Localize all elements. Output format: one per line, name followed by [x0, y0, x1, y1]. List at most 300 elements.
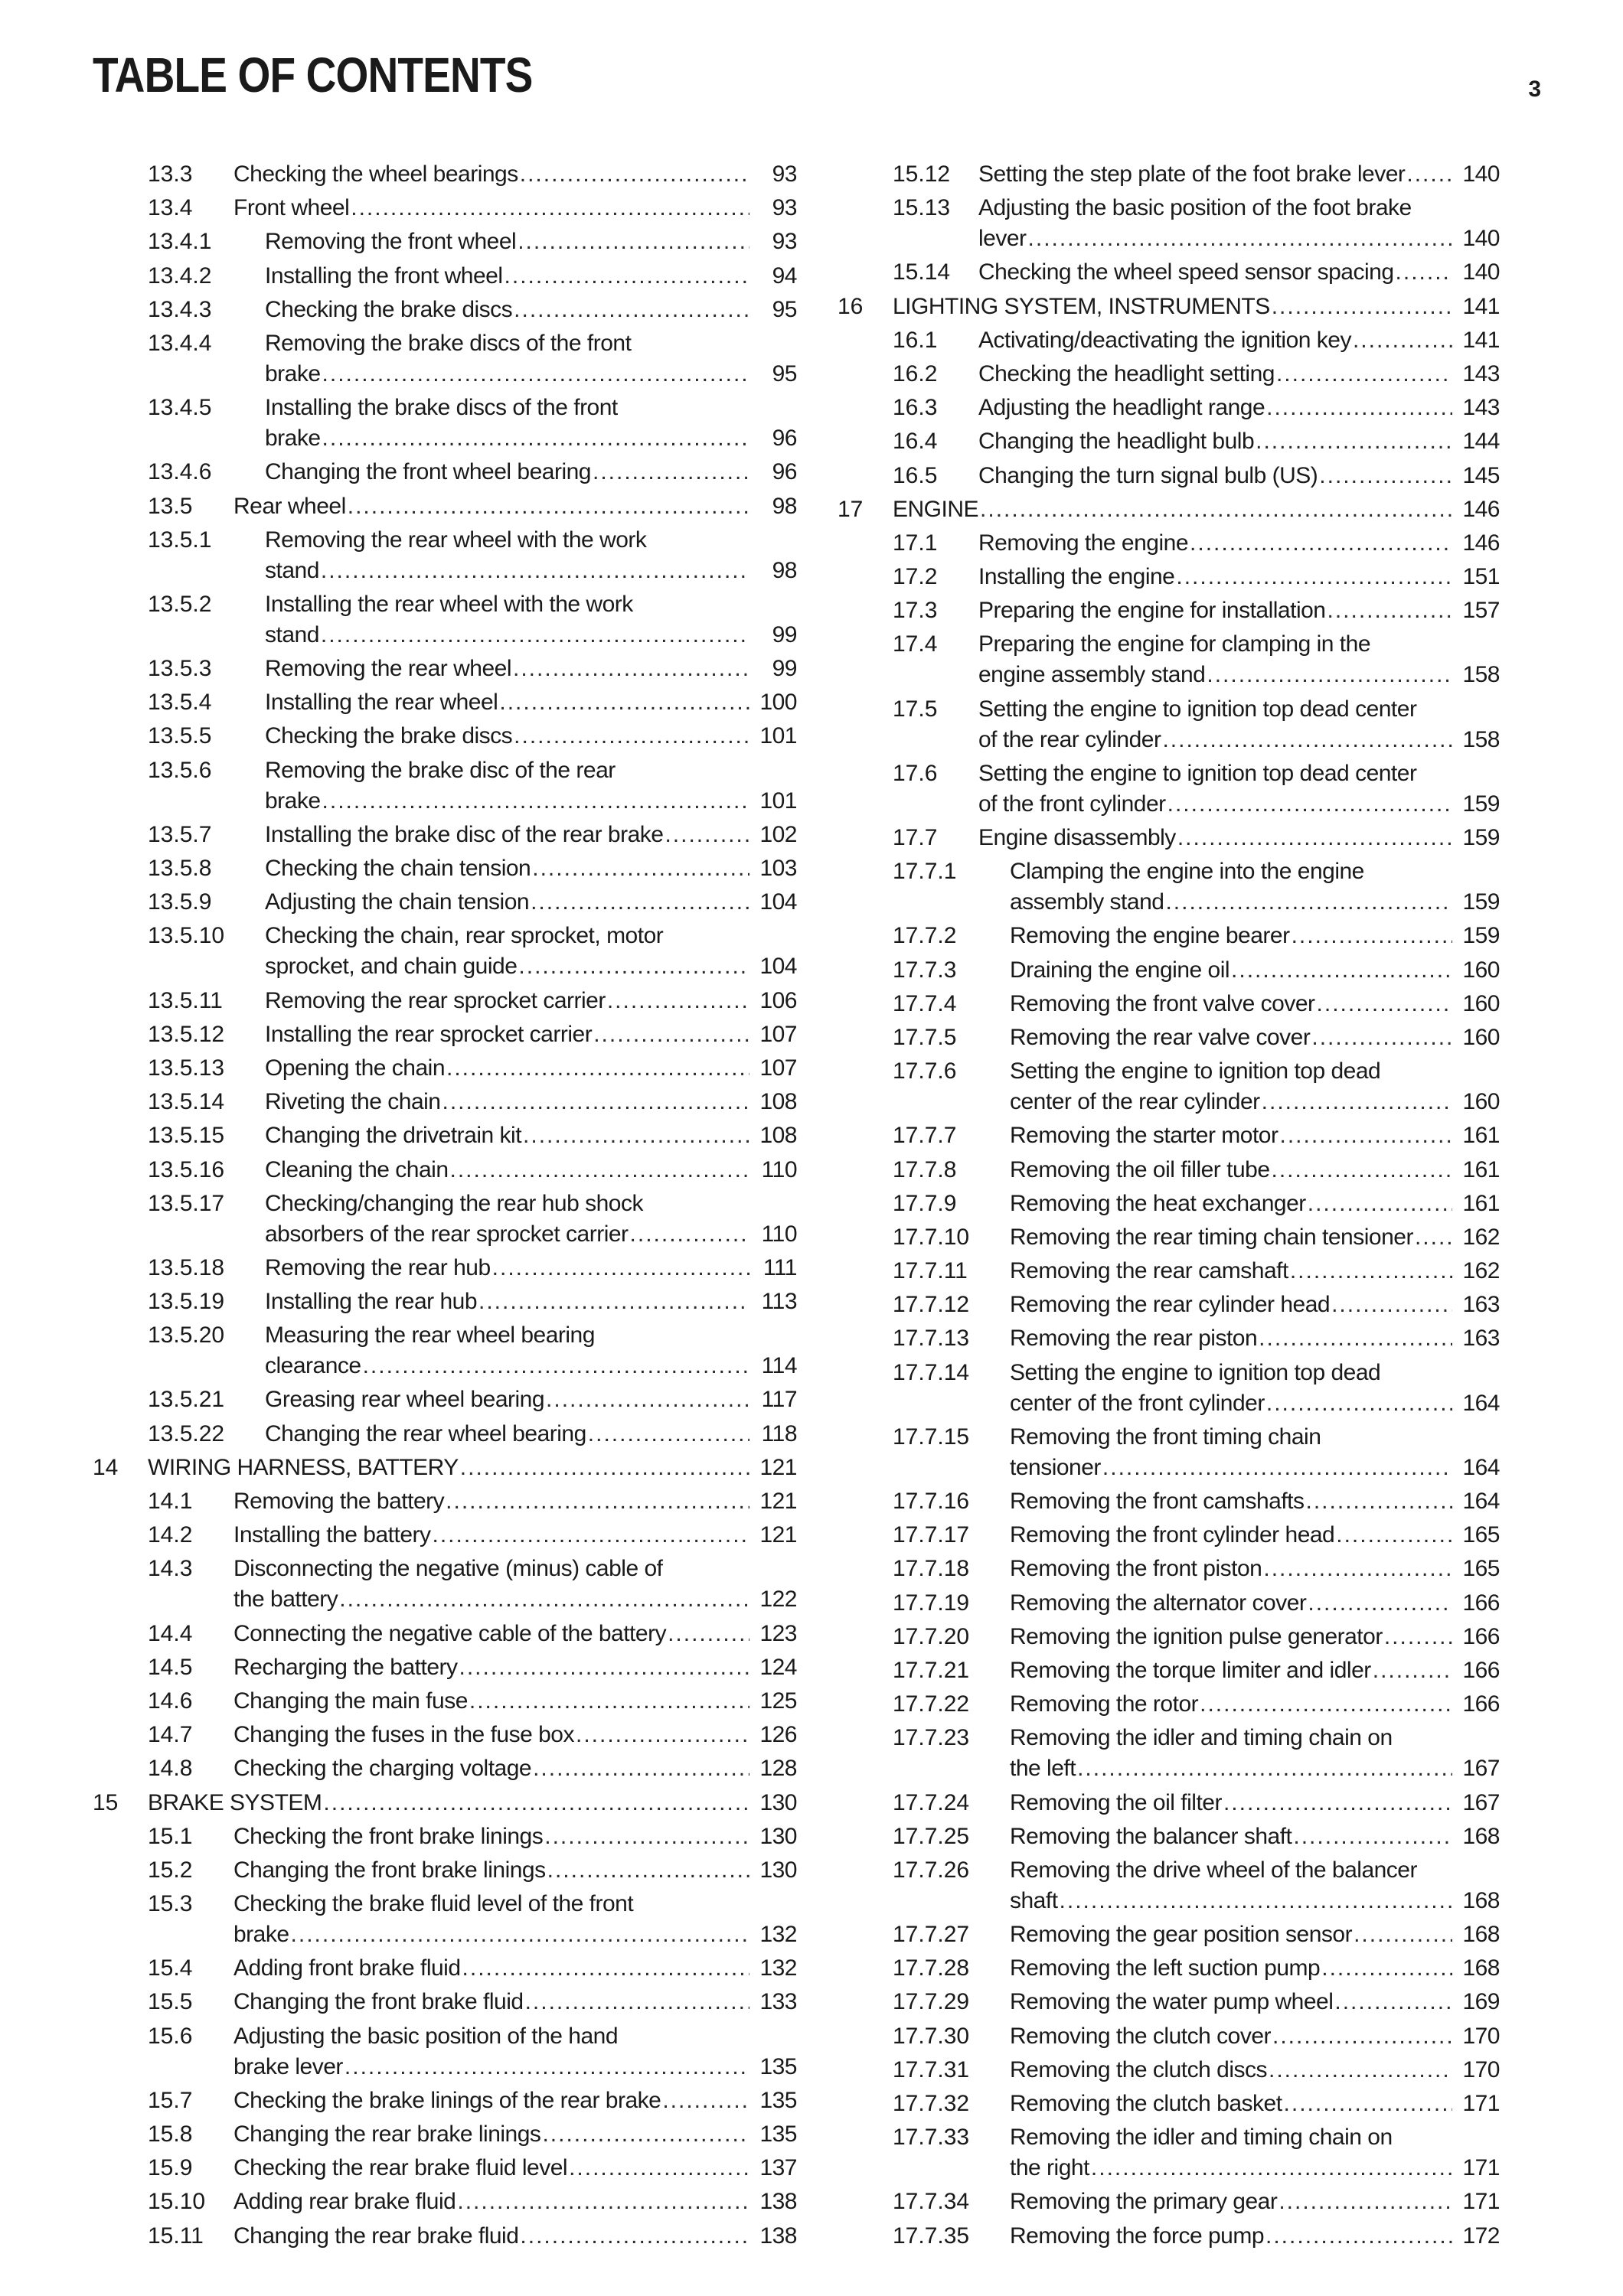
entry-title [1010, 1987, 1500, 2017]
entry-title [1010, 1486, 1500, 1517]
page-reference: 135 [759, 2053, 797, 2079]
entry-title-line: Removing the ignition pulse generator [1010, 1623, 1383, 1649]
dot-leader [533, 1753, 749, 1784]
toc-entry[interactable] [838, 1919, 1500, 1950]
page-reference: 143 [1462, 360, 1500, 386]
toc-entry[interactable] [93, 2221, 797, 2252]
dot-leader [1265, 2221, 1452, 2252]
dot-leader [1290, 1256, 1452, 1287]
entry-title-line: Removing the balancer shaft [1010, 1823, 1292, 1849]
toc-entry[interactable] [93, 2086, 797, 2116]
entry-title [978, 528, 1500, 559]
page-reference: 104 [759, 954, 797, 980]
section-number: 15.10 [148, 2189, 206, 2215]
dot-leader [1263, 1554, 1452, 1584]
toc-entry[interactable] [93, 295, 797, 325]
toc-entry[interactable] [838, 528, 1500, 559]
entry-title [265, 295, 797, 325]
entry-title [265, 687, 797, 718]
page-reference: 168 [1462, 1955, 1500, 1981]
section-number: 17.7.22 [893, 1691, 970, 1717]
entry-title-line: Setting the engine to ignition top dead [1010, 1359, 1381, 1385]
entry-title [1010, 955, 1500, 986]
toc-entry[interactable] [93, 1987, 797, 2017]
section-number: 17.7.4 [893, 990, 957, 1016]
entry-title [1010, 1422, 1500, 1483]
entry-title-line: brake [265, 788, 321, 814]
entry-title-line: Removing the clutch basket [1010, 2091, 1282, 2116]
entry-title [1010, 1919, 1500, 1950]
dot-leader [1176, 562, 1452, 592]
entry-title-line: brake lever [233, 2053, 343, 2079]
toc-entry[interactable] [93, 159, 797, 190]
entry-title-line: center of the rear cylinder [1010, 1089, 1260, 1115]
page-reference: 140 [1462, 161, 1500, 187]
page-reference: 99 [772, 656, 797, 682]
page-reference: 151 [1462, 564, 1500, 590]
toc-entry[interactable] [93, 193, 797, 223]
entry-title [265, 1120, 797, 1151]
toc-entry[interactable] [93, 2021, 797, 2082]
entry-title-line: of the front cylinder [978, 791, 1166, 817]
toc-entry[interactable] [838, 461, 1500, 491]
toc-entry[interactable] [838, 292, 1500, 322]
toc-entry[interactable] [93, 1855, 797, 1886]
page-reference: 141 [1462, 327, 1500, 353]
dot-leader [1269, 2055, 1452, 2086]
section-number: 13.5.21 [148, 1387, 225, 1413]
toc-entry[interactable] [93, 2187, 797, 2217]
section-number: 17.7 [893, 825, 938, 850]
toc-entry[interactable] [93, 1155, 797, 1186]
section-number: 17.7.21 [893, 1657, 970, 1683]
entry-title-line: Connecting the negative cable of the battery [233, 1620, 667, 1646]
section-number: 13.4.3 [148, 296, 212, 322]
toc-entry[interactable] [838, 2221, 1500, 2252]
toc-entry[interactable] [838, 257, 1500, 288]
page-reference: 135 [759, 2122, 797, 2147]
section-number: 13.5.8 [148, 856, 212, 881]
toc-entry[interactable] [93, 328, 797, 390]
dot-leader [446, 1053, 749, 1084]
toc-entry[interactable] [838, 1788, 1500, 1818]
entry-title-line: Setting the step plate of the foot brake lever [978, 161, 1406, 187]
page-reference: 163 [1462, 1292, 1500, 1318]
entry-title [265, 1287, 797, 1317]
dot-leader [1331, 1290, 1452, 1320]
entry-title-line: Removing the oil filter [1010, 1789, 1222, 1815]
entry-title [1010, 1788, 1500, 1818]
entry-title-line: Removing the rear valve cover [1010, 1024, 1311, 1050]
toc-entry[interactable] [838, 1323, 1500, 1354]
page-reference: 94 [772, 263, 797, 289]
section-number: 15.12 [893, 161, 951, 187]
entry-title [233, 2187, 797, 2217]
toc-entry[interactable] [93, 1453, 797, 1483]
toc-entry[interactable] [838, 921, 1500, 951]
section-number: 17.7.10 [893, 1224, 970, 1250]
entry-title [978, 823, 1500, 853]
toc-entry[interactable] [838, 159, 1500, 190]
dot-leader [1317, 989, 1452, 1019]
entry-title-line: ENGINE [893, 496, 979, 522]
toc-entry[interactable] [93, 1384, 797, 1415]
dot-leader [547, 1855, 749, 1886]
toc-entry[interactable] [93, 1520, 797, 1551]
toc-entry[interactable] [838, 758, 1500, 820]
entry-title [1010, 856, 1500, 918]
page-reference: 96 [772, 426, 797, 452]
entry-title-line: Changing the front wheel bearing [265, 459, 591, 485]
toc-entry[interactable] [93, 755, 797, 817]
toc-entry[interactable] [93, 1720, 797, 1750]
section-number: 14.7 [148, 1722, 193, 1748]
entry-title-line: WIRING HARNESS, BATTERY [148, 1454, 459, 1480]
page-reference: 96 [772, 459, 797, 485]
entry-title-line: Installing the rear wheel [265, 690, 498, 716]
entry-title [1010, 2122, 1500, 2183]
entry-title-line: Installing the engine [978, 564, 1175, 590]
toc-entry[interactable] [93, 1619, 797, 1649]
toc-entry[interactable] [838, 426, 1500, 457]
dot-leader [513, 654, 749, 684]
dot-leader [457, 2187, 749, 2217]
dot-leader [1353, 325, 1452, 356]
entry-title-line: assembly stand [1010, 889, 1164, 915]
dot-leader [321, 620, 749, 651]
dot-leader [544, 1821, 749, 1852]
toc-entry[interactable] [93, 1320, 797, 1381]
toc-entry[interactable] [838, 1588, 1500, 1619]
toc-entry[interactable] [93, 1753, 797, 1784]
section-number: 17.7.5 [893, 1024, 957, 1050]
toc-entry[interactable] [93, 525, 797, 586]
toc-entry[interactable] [838, 1855, 1500, 1916]
toc-entry[interactable] [93, 1788, 797, 1818]
toc-entry[interactable] [838, 1821, 1500, 1852]
section-number: 17.6 [893, 760, 938, 786]
toc-entry[interactable] [93, 589, 797, 651]
entry-title [1010, 1120, 1500, 1151]
page-reference: 138 [759, 2189, 797, 2215]
page-reference: 169 [1462, 1989, 1500, 2015]
section-number: 17.7.12 [893, 1292, 970, 1318]
entry-title-line: absorbers of the rear sprocket carrier [265, 1221, 629, 1247]
entry-title-line: Rear wheel [233, 493, 346, 519]
section-number: 13.5 [148, 493, 193, 519]
dot-leader [1384, 1622, 1452, 1652]
dot-leader [523, 1120, 749, 1151]
dot-leader [1167, 789, 1452, 820]
toc-entry[interactable] [93, 1087, 797, 1117]
entry-title-line: Removing the rear camshaft [1010, 1258, 1288, 1284]
toc-entry[interactable] [838, 694, 1500, 755]
toc-entry[interactable] [93, 1419, 797, 1450]
dot-leader [459, 1652, 749, 1683]
toc-entry[interactable] [838, 1422, 1500, 1483]
dot-leader [662, 2086, 749, 2116]
entry-title-line: Activating/deactivating the ignition key [978, 327, 1351, 353]
toc-entry[interactable] [93, 1953, 797, 1984]
entry-title-line: Measuring the rear wheel bearing [265, 1322, 595, 1349]
toc-entry[interactable] [93, 261, 797, 292]
section-number: 17.4 [893, 631, 938, 657]
entry-title-line: Changing the fuses in the fuse box [233, 1722, 574, 1748]
entry-title [1010, 2089, 1500, 2119]
entry-title-line: engine assembly stand [978, 662, 1206, 688]
toc-entry[interactable] [93, 1019, 797, 1050]
entry-title [265, 328, 797, 390]
toc-entry[interactable] [838, 1520, 1500, 1551]
toc-entry[interactable] [93, 1486, 797, 1517]
entry-title-line: tensioner [1010, 1454, 1101, 1480]
toc-entry[interactable] [93, 2119, 797, 2150]
dot-leader [607, 986, 749, 1016]
page-reference: 132 [759, 1922, 797, 1948]
toc-entry[interactable] [93, 1189, 797, 1250]
dot-leader [1406, 159, 1452, 190]
dot-leader [1334, 1987, 1452, 2017]
dot-leader [1279, 1120, 1452, 1151]
section-number: 13.3 [148, 161, 193, 187]
section-number: 15.9 [148, 2155, 193, 2181]
entry-title [148, 1453, 797, 1483]
entry-title-line: Removing the heat exchanger [1010, 1190, 1306, 1216]
entry-title-line: Preparing the engine for clamping in the [978, 631, 1371, 657]
entry-title-line: Changing the main fuse [233, 1688, 468, 1714]
entry-title-line: Removing the idler and timing chain on [1010, 1725, 1393, 1751]
dot-leader [492, 1253, 749, 1283]
entry-title [233, 1652, 797, 1683]
toc-entry[interactable] [838, 562, 1500, 592]
toc-entry[interactable] [93, 921, 797, 982]
dot-leader [1256, 426, 1452, 457]
page-reference: 159 [1462, 825, 1500, 850]
toc-entry[interactable] [838, 856, 1500, 918]
entry-title-line: Removing the rear hub [265, 1254, 491, 1280]
toc-entry[interactable] [838, 1056, 1500, 1117]
section-number: 15.1 [148, 1823, 193, 1849]
section-number: 17.7.19 [893, 1590, 970, 1616]
section-number: 13.4.4 [148, 330, 212, 356]
section-number: 13.5.16 [148, 1156, 225, 1182]
section-number: 13.5.9 [148, 889, 212, 915]
page-reference: 166 [1462, 1590, 1500, 1616]
toc-entry[interactable] [838, 1953, 1500, 1984]
toc-entry[interactable] [93, 1652, 797, 1683]
page-reference: 106 [759, 987, 797, 1013]
toc-entry[interactable] [838, 494, 1500, 525]
entry-title [1010, 1189, 1500, 1219]
toc-entry[interactable] [93, 721, 797, 752]
entry-title-line: Checking the wheel bearings [233, 161, 518, 187]
dot-leader [291, 1919, 749, 1950]
toc-entry[interactable] [838, 955, 1500, 986]
page-reference: 99 [772, 621, 797, 647]
section-number: 17.7.27 [893, 1922, 970, 1948]
toc-entry[interactable] [838, 1554, 1500, 1584]
toc-entry[interactable] [93, 491, 797, 522]
section-number: 15.7 [148, 2087, 193, 2113]
section-number: 17.7.33 [893, 2125, 970, 2151]
toc-entry[interactable] [838, 1290, 1500, 1320]
toc-entry[interactable] [93, 654, 797, 684]
toc-entry[interactable] [838, 1987, 1500, 2017]
toc-entry[interactable] [838, 1655, 1500, 1686]
entry-title-line: the left [1010, 1756, 1076, 1782]
entry-title-line: Removing the starter motor [1010, 1123, 1278, 1149]
entry-title-line: Removing the alternator cover [1010, 1590, 1307, 1616]
dot-leader [1091, 2153, 1452, 2183]
toc-entry[interactable] [838, 2187, 1500, 2217]
toc-entry[interactable] [93, 820, 797, 850]
toc-entry[interactable] [838, 325, 1500, 356]
entry-title [233, 2021, 797, 2082]
toc-entry[interactable] [93, 1554, 797, 1615]
toc-entry[interactable] [93, 1686, 797, 1717]
page-reference: 160 [1462, 1089, 1500, 1115]
page-reference: 160 [1462, 1024, 1500, 1050]
page-reference: 171 [1462, 2155, 1500, 2181]
section-number: 13.4 [148, 195, 193, 221]
page-reference: 130 [759, 1857, 797, 1883]
toc-entry[interactable] [838, 1689, 1500, 1720]
section-number: 16.2 [893, 360, 938, 386]
section-number: 13.5.14 [148, 1089, 225, 1115]
section-number: 17.7.24 [893, 1789, 970, 1815]
toc-entry[interactable] [838, 1120, 1500, 1151]
toc-entry[interactable] [838, 1486, 1500, 1517]
page-reference: 118 [761, 1420, 797, 1446]
toc-entry[interactable] [93, 687, 797, 718]
toc-entry[interactable] [93, 887, 797, 918]
entry-title [978, 562, 1500, 592]
entry-title-line: Checking the wheel speed sensor spacing [978, 259, 1394, 285]
toc-entry[interactable] [93, 2153, 797, 2183]
toc-entry[interactable] [93, 457, 797, 488]
entry-title [233, 1953, 797, 1984]
dot-leader [532, 853, 749, 884]
entry-title-line: brake [265, 360, 321, 386]
toc-entry[interactable] [838, 1358, 1500, 1419]
entry-title [233, 2086, 797, 2116]
entry-title [1010, 1022, 1500, 1053]
section-number: 17.7.15 [893, 1424, 970, 1450]
toc-entry[interactable] [838, 2122, 1500, 2183]
entry-title [265, 1320, 797, 1381]
toc-entry[interactable] [838, 1189, 1500, 1219]
toc-entry[interactable] [838, 1256, 1500, 1287]
toc-entry[interactable] [838, 193, 1500, 254]
toc-entry[interactable] [838, 1222, 1500, 1253]
toc-entry[interactable] [93, 1889, 797, 1950]
entry-title-line: Removing the front piston [1010, 1556, 1262, 1582]
entry-title [265, 820, 797, 850]
entry-title-line: Preparing the engine for installation [978, 598, 1326, 624]
toc-entry[interactable] [838, 629, 1500, 690]
toc-entry[interactable] [838, 595, 1500, 626]
entry-title-line: Changing the rear wheel bearing [265, 1420, 586, 1446]
section-number: 13.5.6 [148, 757, 212, 783]
toc-entry[interactable] [93, 1287, 797, 1317]
page-reference: 171 [1462, 2091, 1500, 2116]
page-title: TABLE OF CONTENTS [93, 47, 533, 103]
page-reference: 133 [759, 1989, 797, 2015]
toc-entry[interactable] [838, 1155, 1500, 1186]
toc-entry[interactable] [93, 986, 797, 1016]
toc-entry[interactable] [838, 2055, 1500, 2086]
dot-leader [351, 193, 749, 223]
entry-title [233, 1889, 797, 1950]
page-reference: 143 [1462, 395, 1500, 421]
entry-title-line: Removing the rotor [1010, 1691, 1199, 1717]
entry-title-line: Removing the water pump wheel [1010, 1989, 1334, 2015]
entry-title-line: Removing the oil filler tube [1010, 1156, 1270, 1182]
dot-leader [1354, 1919, 1452, 1950]
dot-leader [1321, 1953, 1452, 1984]
entry-title-line: Removing the brake discs of the front [265, 330, 632, 356]
toc-entry[interactable] [93, 1120, 797, 1151]
toc-entry[interactable] [93, 393, 797, 454]
dot-leader [1319, 461, 1452, 491]
entry-title-line: Removing the brake disc of the rear [265, 757, 616, 783]
dot-leader [1200, 1689, 1452, 1720]
toc-entry[interactable] [93, 1821, 797, 1852]
toc-entry[interactable] [838, 359, 1500, 390]
dot-leader [345, 2052, 749, 2082]
dot-leader [668, 1619, 749, 1649]
toc-entry[interactable] [93, 1053, 797, 1084]
toc-entry[interactable] [838, 393, 1500, 423]
page-reference: 95 [772, 296, 797, 322]
entry-title-line: the battery [233, 1587, 338, 1613]
section-number: 17.7.32 [893, 2091, 970, 2116]
toc-entry[interactable] [93, 1253, 797, 1283]
toc-entry[interactable] [838, 1022, 1500, 1053]
page-reference: 165 [1462, 1556, 1500, 1582]
page-reference: 157 [1462, 598, 1500, 624]
entry-title-line: Removing the rear wheel [265, 656, 512, 682]
entry-title-line: Setting the engine to ignition top dead center [978, 760, 1417, 786]
toc-entry[interactable] [838, 1622, 1500, 1652]
dot-leader [1327, 595, 1452, 626]
dot-leader [1060, 1886, 1452, 1916]
entry-title-line: Removing the rear timing chain tensioner [1010, 1224, 1413, 1250]
page-reference: 168 [1462, 1823, 1500, 1849]
toc-entry[interactable] [838, 2021, 1500, 2052]
toc-entry[interactable] [93, 227, 797, 257]
toc-entry[interactable] [838, 823, 1500, 853]
dot-leader [1077, 1753, 1452, 1784]
entry-title [265, 589, 797, 651]
entry-title-line: stand [265, 557, 319, 583]
section-number: 17.7.20 [893, 1623, 970, 1649]
section-number: 14.1 [148, 1489, 193, 1514]
entry-title-line: Changing the rear brake fluid [233, 2223, 519, 2249]
page-reference: 130 [759, 1789, 797, 1815]
dot-leader [339, 1584, 749, 1615]
page-reference: 93 [772, 161, 797, 187]
page-reference: 98 [772, 493, 797, 519]
entry-title-line: LIGHTING SYSTEM, INSTRUMENTS [893, 293, 1270, 319]
entry-title [265, 853, 797, 884]
toc-entry[interactable] [838, 2089, 1500, 2119]
toc-entry[interactable] [838, 1723, 1500, 1784]
toc-entry[interactable] [838, 989, 1500, 1019]
page-reference: 108 [759, 1089, 797, 1115]
entry-title-line: Riveting the chain [265, 1089, 441, 1115]
toc-entry[interactable] [93, 853, 797, 884]
